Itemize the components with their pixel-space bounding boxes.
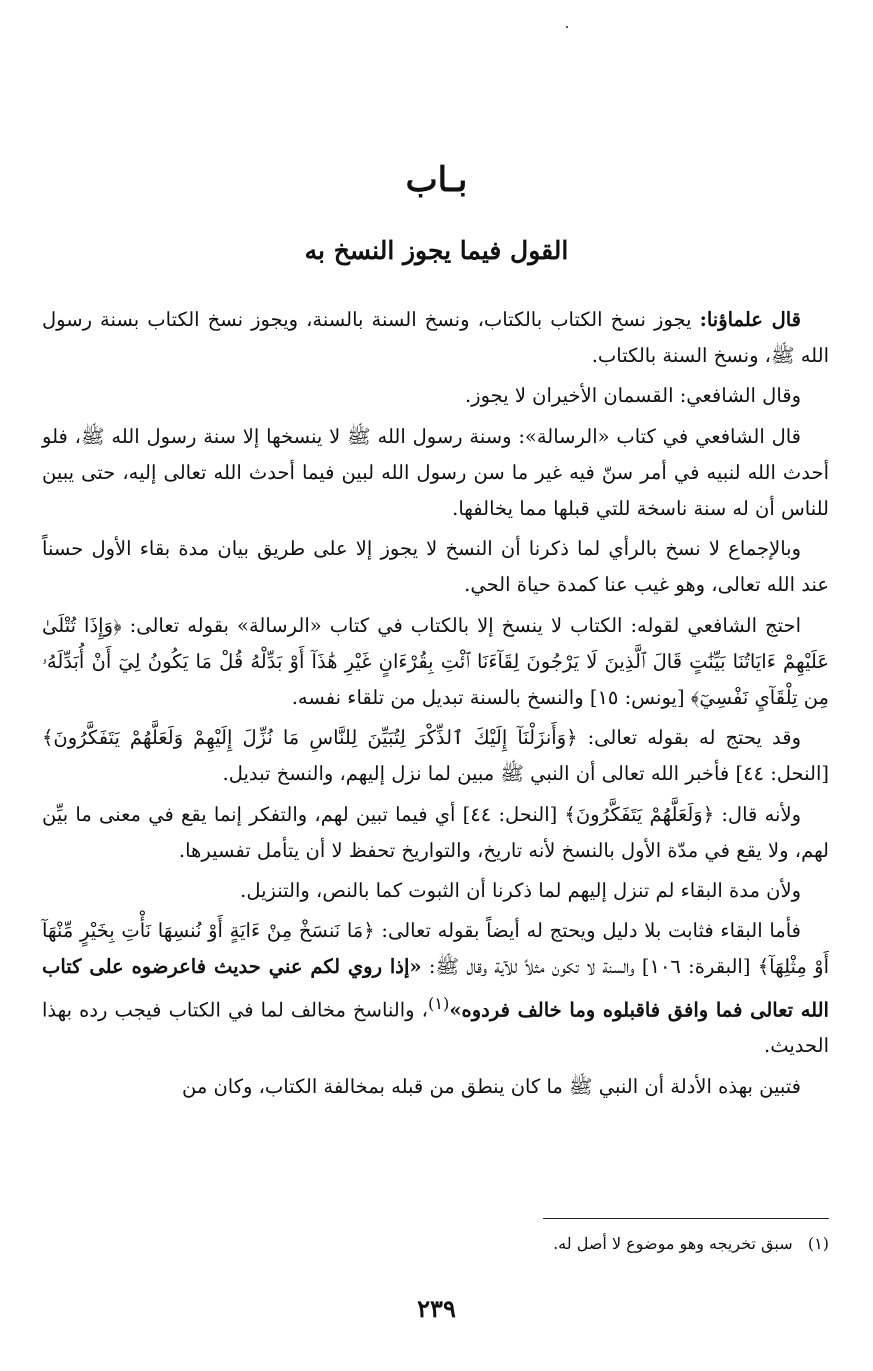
paragraph-9-text-a: فأما البقاء فثابت بلا دليل ويحتج له أيضاً بقوله تعالى: ﴿مَا نَنسَخْ مِنْ ءَايَةٍ أَوْ نُنسِهَا نَأْتِ بِخَيْرٍ مِّنْهَآ أَوْ مِثْلِهَآ﴾ [البقرة: ١٠٦] والسنة لا تكون مثلاً للآية وقال ﷺ: [42, 919, 829, 979]
footnote-separator [543, 1218, 829, 1219]
paragraph-8: ولأن مدة البقاء لم تنزل إليهم لما ذكرنا أن الثبوت كما بالنص، والتنزيل. [240, 879, 801, 903]
paragraph-3: قال الشافعي في كتاب «الرسالة»: وسنة رسول الله ﷺ لا ينسخها إلا سنة رسول الله ﷺ، فلو أحدث الله لنبيه في أمر سنّ فيه غير ما سن رسول الله لبين فيما أحدث الله تعالى إليه، حتى يبين للناس أن له سنة ناسخة للتي قبلها مما يخالفها. [42, 424, 829, 521]
paragraph-9-text-b: ، والناسخ مخالف لما في الكتاب فيجب رده بهذا الحديث. [42, 998, 829, 1058]
footnote-marker: (١) [807, 1234, 829, 1253]
footnote-text: سبق تخريجه وهو موضوع لا أصل له. [553, 1234, 793, 1253]
paragraph-1-lead: قال علماؤنا: [699, 308, 801, 331]
hadith-quote: «إذا روي لكم عني حديث فاعرضوه على كتاب الله تعالى فما وافق فاقبلوه وما خالف فردوه» [42, 955, 829, 1022]
chapter-title: بـاب [405, 160, 468, 200]
paragraph-5: احتج الشافعي لقوله: الكتاب لا ينسخ إلا بالكتاب في كتاب «الرسالة» بقوله تعالى: ﴿وَإِذَا تُتْلَىٰ عَلَيْهِمْ ءَايَاتُنَا بَيِّنَٰتٍ قَالَ ٱلَّذِينَ لَا يَرْجُونَ لِقَآءَنَا ٱئْتِ بِقُرْءَانٍ غَيْرِ هَٰذَآ أَوْ بَدِّلْهُ قُلْ مَا يَكُونُ لِيٓ أَنْ أُبَدِّلَهُۥ مِن تِلْقَآيِ نَفْسِيٓ﴾ [يونس: ١٥] والنسخ بالسنة تبديل من تلقاء نفسه. [42, 613, 829, 710]
scan-speck [566, 26, 568, 28]
footnote [42, 1232, 829, 1256]
body-text [42, 302, 829, 1109]
paragraph-7: ولأنه قال: ﴿وَلَعَلَّهُمْ يَتَفَكَّرُونَ﴾ [النحل: ٤٤] أي فيما تبين لهم، والتفكر إنما يقع في معنى ما بيِّن لهم، ولا يقع في مدّة الأول بالنسخ لأنه تاريخ، والتواريخ تحفظ لا أن يتأمل تفسيرها. [42, 802, 829, 862]
paragraph-10: فتبين بهذه الأدلة أن النبي ﷺ ما كان ينطق من قبله بمخالفة الكتاب، وكان من [181, 1074, 801, 1098]
paragraph-9 [42, 913, 829, 1064]
footnote-reference: (١) [427, 993, 450, 1013]
paragraph-6: وقد يحتج له بقوله تعالى: ﴿وَأَنزَلْنَآ إِلَيْكَ ٱلذِّكْرَ لِتُبَيِّنَ لِلنَّاسِ مَا نُزِّلَ إِلَيْهِمْ وَلَعَلَّهُمْ يَتَفَكَّرُونَ﴾ [النحل: ٤٤] فأخبر الله تعالى أن النبي ﷺ مبين لما نزل إليهم، والنسخ تبديل. [42, 726, 829, 786]
paragraph-1-text: يجوز نسخ الكتاب بالكتاب، ونسخ السنة بالسنة، ويجوز نسخ الكتاب بسنة رسول الله ﷺ، ونسخ السنة بالكتاب. [42, 308, 829, 368]
section-title: القول فيما يجوز النسخ به [304, 236, 569, 265]
paragraph-4: وبالإجماع لا نسخ بالرأي لما ذكرنا أن النسخ لا يجوز إلا على طريق بيان مدة بقاء الأول حسناً عند الله تعالى، وهو غيب عنا كمدة حياة الحي. [42, 537, 829, 597]
paragraph-2: وقال الشافعي: القسمان الأخيران لا يجوز. [464, 384, 801, 408]
page-number: ٢٣٩ [417, 1294, 456, 1323]
paragraph-1 [42, 302, 829, 374]
